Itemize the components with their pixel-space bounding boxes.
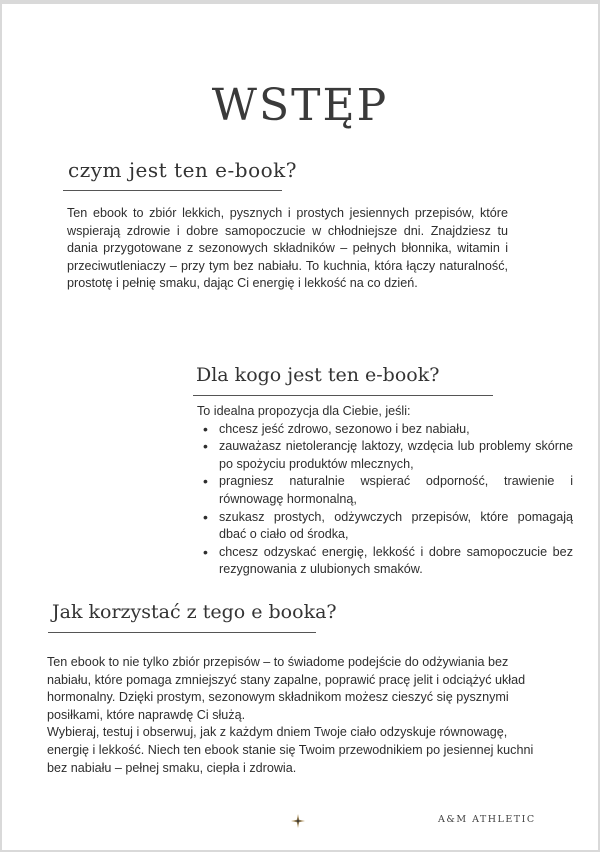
list-item: • pragniesz naturalnie wspierać odporność, trawienie i równowagę hormonalną, bbox=[197, 473, 573, 508]
section2-heading: Dla kogo jest ten e-book? bbox=[196, 364, 440, 386]
section3-paragraph-1: Ten ebook to nie tylko zbiór przepisów – to świadome podejście do odżywiania bez nabiału, które pomaga zmniejszyć stany zapalne, poprawić pracę jelit i odciążyć układ hormonalny. Dzięki prostym, sezonowym składnikom możesz cieszyć się pysznymi posiłkami, które naprawdę Ci służą. bbox=[47, 655, 526, 722]
footer-brand: A&M ATHLETIC bbox=[438, 814, 536, 825]
list-item: • szukasz prostych, odżywczych przepisów, które pomagają dbać o ciało od środka, bbox=[197, 509, 573, 544]
section3-body bbox=[47, 654, 547, 777]
audience-list bbox=[197, 421, 573, 579]
section1-body: Ten ebook to zbiór lekkich, pysznych i prostych jesiennych przepisów, które wspierają zdrowie i dobre samopoczucie w chłodniejsze dni. Znajdziesz tu dania przygotowane z sezonowych składników – pełnych błonnika, witamin i przeciwutleniaczy – przy tym bez nabiału. To kuchnia, która łączy naturalność, prostotę i pełnię smaku, dając Ci energię i lekkość na co dzień. bbox=[67, 206, 508, 291]
section2-content bbox=[197, 403, 573, 579]
four-point-star-icon bbox=[291, 814, 305, 828]
list-item: • zauważasz nietolerancję laktozy, wzdęcia lub problemy skórne po spożyciu produktów mlecznych, bbox=[197, 438, 573, 473]
section3-heading: Jak korzystać z tego e booka? bbox=[52, 601, 337, 623]
section3-paragraph-2: Wybieraj, testuj i obserwuj, jak z każdym dniem Twoje ciało odzyskuje równowagę, energię i lekkość. Niech ten ebook stanie się Twoim przewodnikiem po jesiennej kuchni bez nabiału – pełnej smaku, ciepła i zdrowia. bbox=[47, 725, 534, 775]
section1-rule bbox=[63, 190, 282, 191]
section3-rule bbox=[48, 632, 316, 633]
list-item: • chcesz jeść zdrowo, sezonowo i bez nabiału, bbox=[197, 421, 573, 439]
section2-intro: To idealna propozycja dla Ciebie, jeśli: bbox=[197, 404, 411, 418]
list-item: • chcesz odzyskać energię, lekkość i dobre samopoczucie bez rezygnowania z ulubionych smaków. bbox=[197, 544, 573, 579]
page-title: WSTĘP bbox=[211, 80, 389, 131]
section2-rule bbox=[193, 395, 493, 396]
section1-heading: czym jest ten e-book? bbox=[68, 158, 297, 182]
